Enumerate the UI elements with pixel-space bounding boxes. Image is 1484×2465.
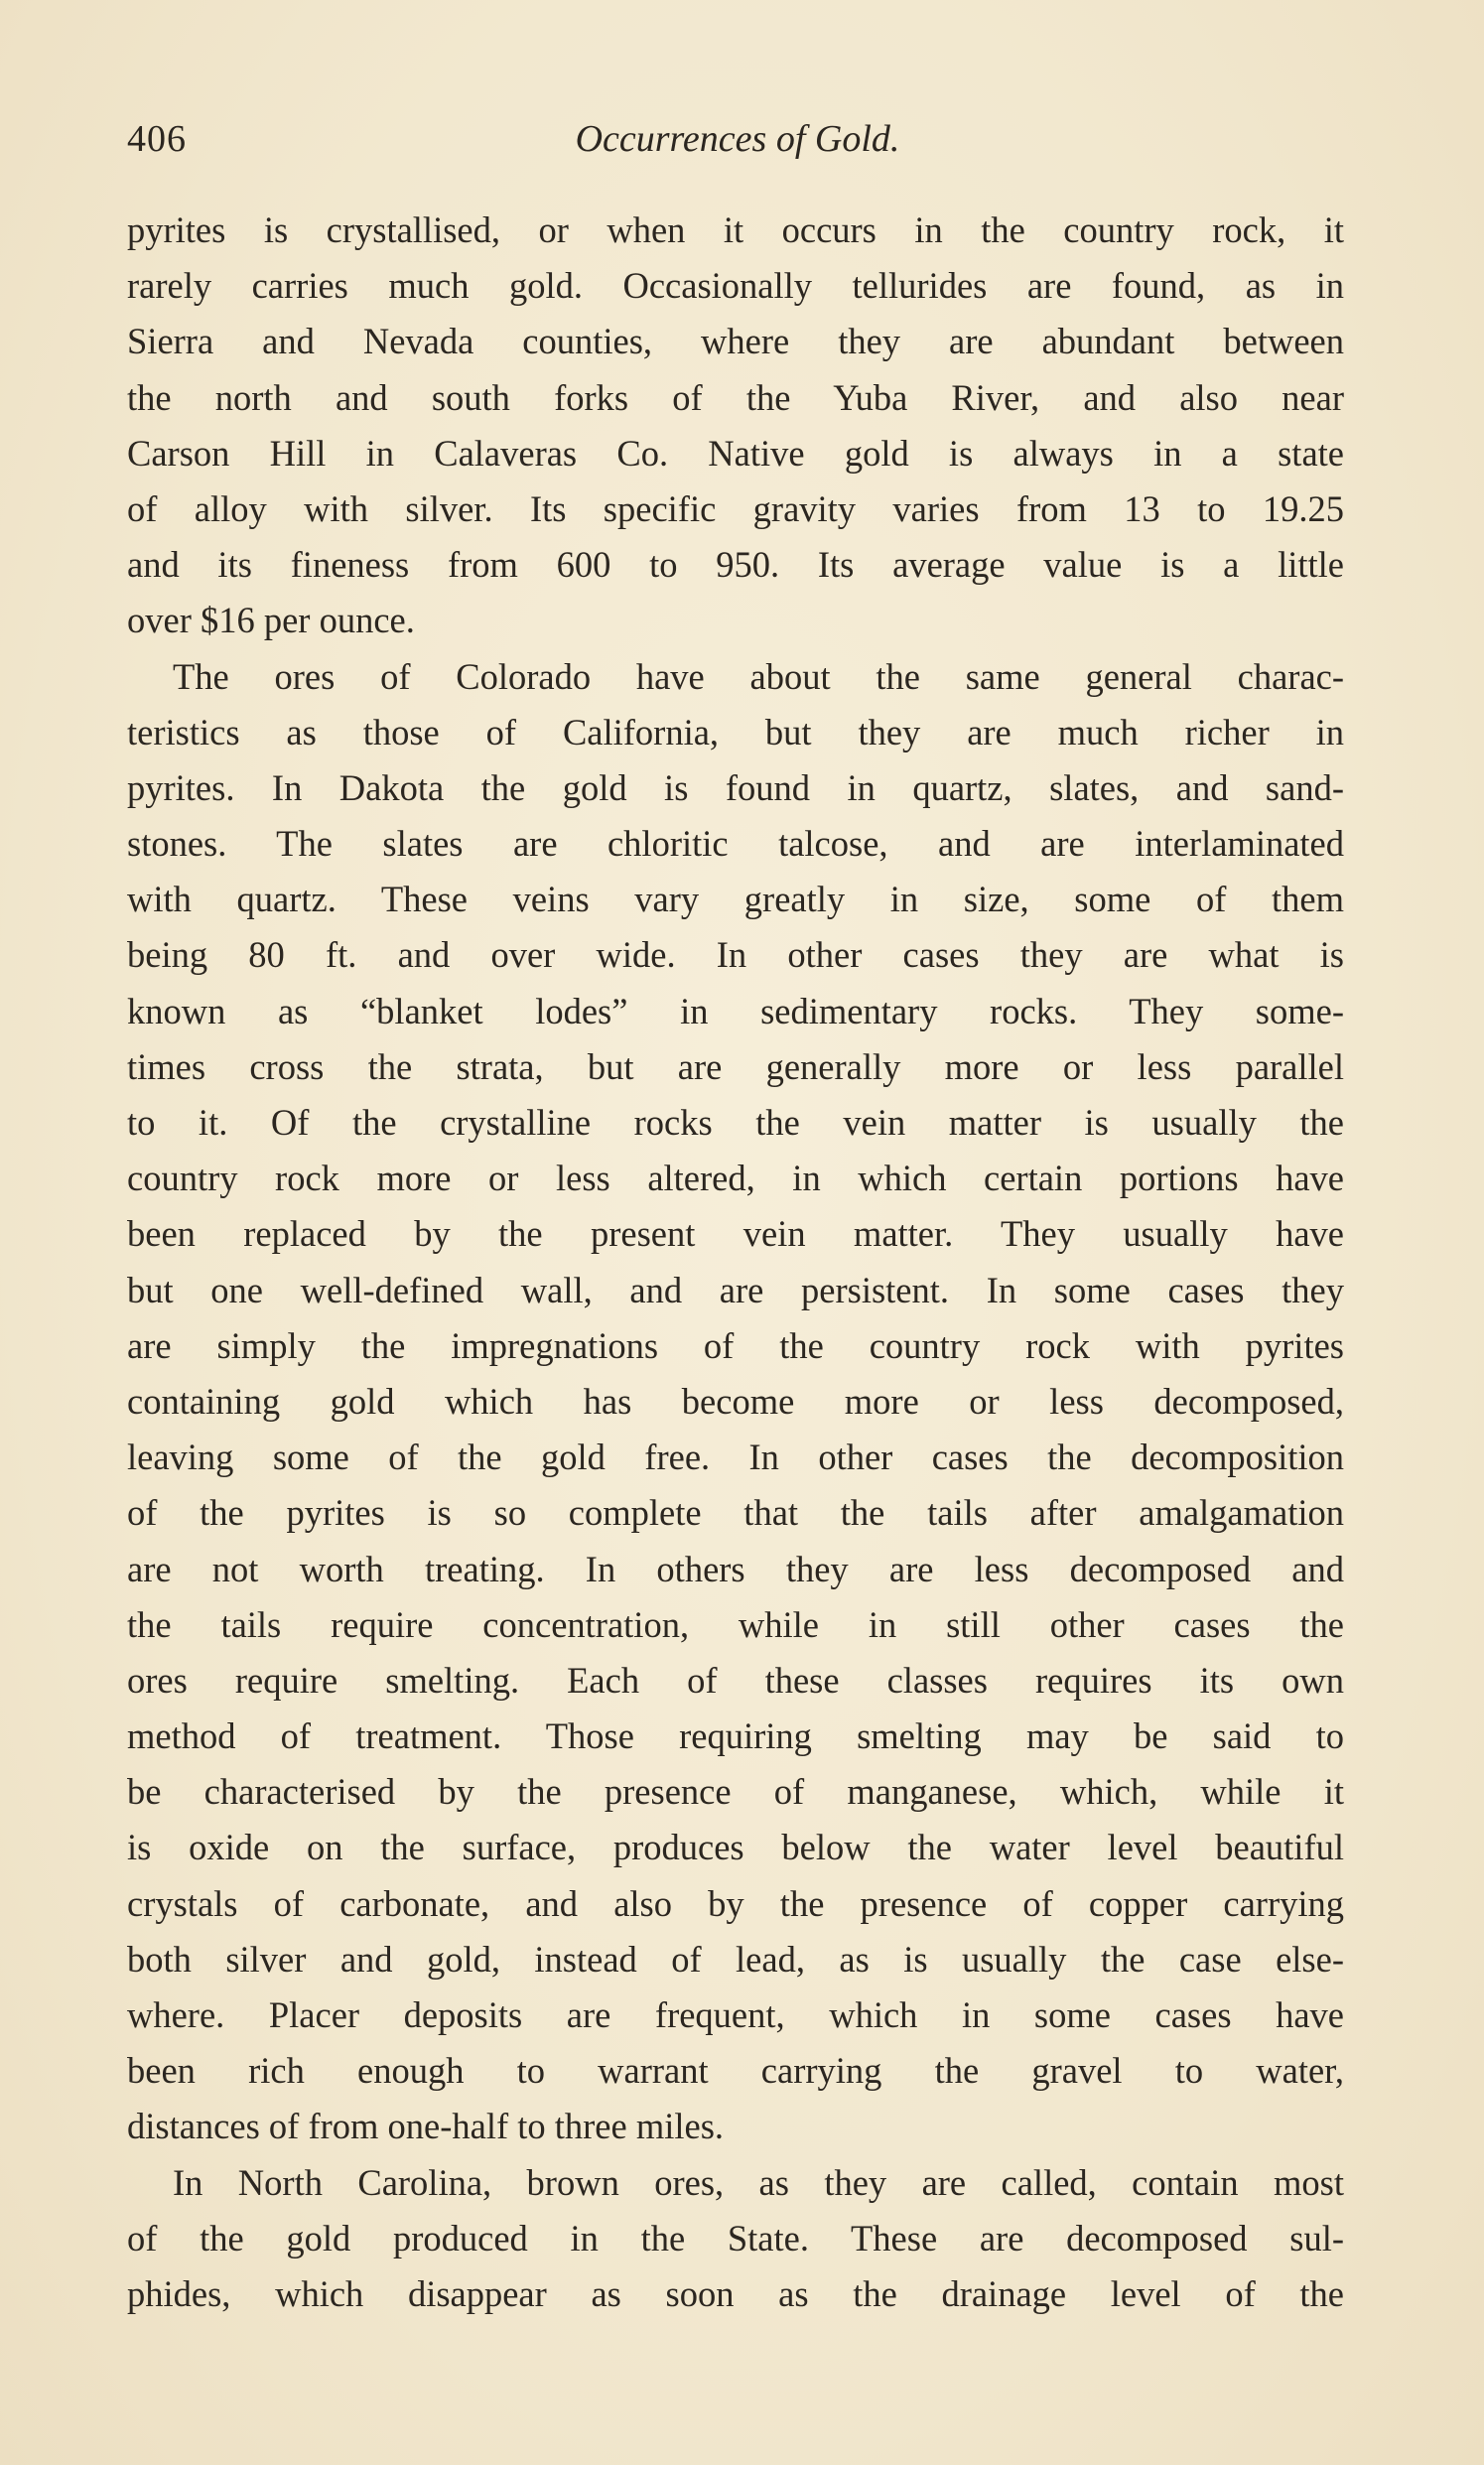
text-line: and its fineness from 600 to 950. Its average value is a little <box>127 544 1344 586</box>
text-line: leaving some of the gold free. In other cases the decomposition <box>127 1437 1344 1478</box>
text-line: Carson Hill in Calaveras Co. Native gold is always in a state <box>127 432 1344 474</box>
text-line: The ores of Colorado have about the same general charac- <box>173 655 1344 697</box>
text-line: ores require smelting. Each of these classes requires its own <box>127 1659 1344 1701</box>
text-line: be characterised by the presence of manganese, which, while it <box>127 1771 1344 1813</box>
text-line: rarely carries much gold. Occasionally tellurides are found, as in <box>127 265 1344 307</box>
text-line: the tails require concentration, while in still other cases the <box>127 1603 1344 1645</box>
running-title: Occurrences of Gold. <box>575 118 900 160</box>
text-line: distances of from one-half to three miles. <box>127 2106 725 2147</box>
body-text <box>127 203 1344 2322</box>
page-number: 406 <box>127 118 187 160</box>
text-line: of the gold produced in the State. These are decomposed sul- <box>127 2217 1344 2259</box>
text-line: to it. Of the crystalline rocks the vein matter is usually the <box>127 1102 1344 1143</box>
text-line: of the pyrites is so complete that the tails after amalgamation <box>127 1492 1344 1534</box>
text-line: both silver and gold, instead of lead, as is usually the case else- <box>127 1938 1344 1980</box>
text-line: are simply the impregnations of the country rock with pyrites <box>127 1324 1344 1366</box>
text-line: pyrites. In Dakota the gold is found in quartz, slates, and sand- <box>127 766 1344 808</box>
text-line: country rock more or less altered, in which certain portions have <box>127 1158 1344 1199</box>
text-line: of alloy with silver. Its specific gravity varies from 13 to 19.25 <box>127 487 1344 529</box>
text-line: the north and south forks of the Yuba River, and also near <box>127 376 1344 418</box>
text-line: but one well-defined wall, and are persistent. In some cases they <box>127 1269 1344 1310</box>
text-line: teristics as those of California, but they are much richer in <box>127 711 1344 753</box>
text-line: where. Placer deposits are frequent, which in some cases have <box>127 1994 1344 2035</box>
text-line: times cross the strata, but are generally more or less parallel <box>127 1045 1344 1087</box>
text-line: over $16 per ounce. <box>127 600 415 641</box>
text-line: known as “blanket lodes” in sedimentary rocks. They some- <box>127 990 1344 1031</box>
text-line: containing gold which has become more or less decomposed, <box>127 1380 1344 1422</box>
text-line: are not worth treating. In others they are less decomposed and <box>127 1548 1344 1589</box>
text-line: phides, which disappear as soon as the drainage level of the <box>127 2272 1344 2314</box>
text-line: pyrites is crystallised, or when it occurs in the country rock, it <box>127 209 1344 250</box>
text-line: crystals of carbonate, and also by the presence of copper carrying <box>127 1882 1344 1924</box>
page-header <box>127 117 1348 177</box>
text-line: In North Carolina, brown ores, as they are called, contain most <box>173 2161 1344 2203</box>
text-line: being 80 ft. and over wide. In other cases they are what is <box>127 934 1344 976</box>
text-line: been replaced by the present vein matter. They usually have <box>127 1213 1344 1255</box>
text-line: method of treatment. Those requiring smelting may be said to <box>127 1715 1344 1757</box>
text-line: with quartz. These veins vary greatly in size, some of them <box>127 879 1344 920</box>
text-line: been rich enough to warrant carrying the gravel to water, <box>127 2050 1344 2092</box>
text-line: Sierra and Nevada counties, where they are abundant between <box>127 321 1344 362</box>
text-line: is oxide on the surface, produces below the water level beautiful <box>127 1827 1344 1868</box>
text-line: stones. The slates are chloritic talcose, and are interlaminated <box>127 823 1344 865</box>
